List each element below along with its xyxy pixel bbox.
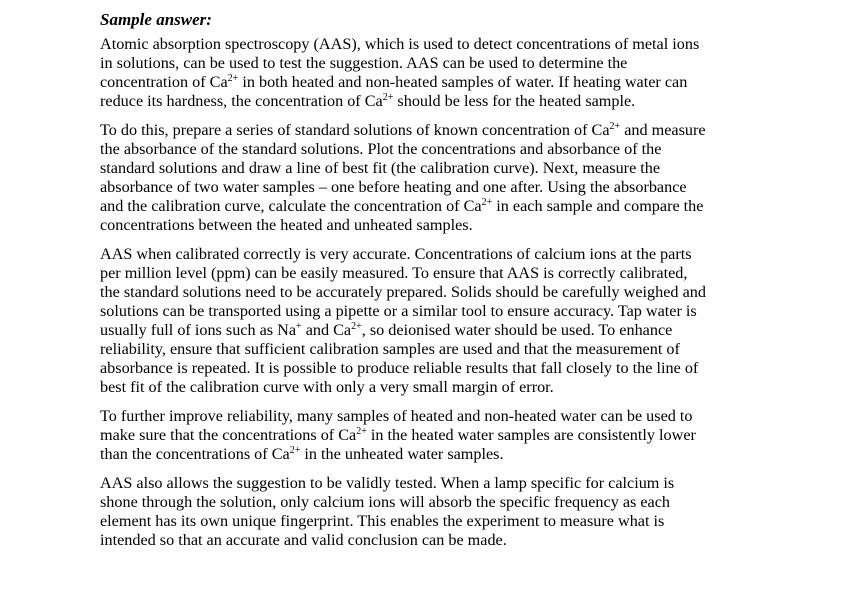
text-segment: and measure [620,121,706,139]
text-line [100,340,760,359]
text-line [100,216,760,235]
text-segment: and Ca [301,321,352,339]
text-line [100,359,760,378]
text-segment: reliability, ensure that sufficient calibration samples are used and that the measurement of [100,340,680,358]
text-segment: AAS also allows the suggestion to be validly tested. When a lamp specific for calcium is [100,474,675,492]
ion-charge-superscript: 2+ [351,321,362,332]
answer-body [100,35,760,550]
paragraph-2 [100,121,760,235]
text-segment: the standard solutions need to be accurately prepared. Solids should be carefully weighed and [100,283,706,301]
text-segment: To do this, prepare a series of standard solutions of known concentration of Ca [100,121,610,139]
text-line [100,159,760,178]
text-segment: make sure that the concentrations of Ca [100,426,357,444]
text-line [100,73,760,92]
ion-charge-superscript: 2+ [289,445,301,456]
text-line [100,426,760,445]
text-line [100,302,760,321]
text-line [100,493,760,512]
paragraph-1 [100,35,760,111]
text-segment: intended so that an accurate and valid conclusion can be made. [100,531,507,549]
text-segment: reduce its hardness, the concentration of Ca [100,92,383,110]
text-line [100,92,760,111]
text-line [100,407,760,426]
text-segment: solutions can be transported using a pipette or a similar tool to ensure accuracy. Tap water is [100,302,697,320]
sample-answer-heading: Sample answer: [100,10,212,29]
text-segment: AAS when calibrated correctly is very accurate. Concentrations of calcium ions at the parts [100,245,692,263]
ion-charge-superscript: 2+ [227,73,239,84]
text-line [100,54,760,73]
text-line [100,321,760,340]
text-line [100,474,760,493]
text-segment: in the unheated water samples. [300,445,504,463]
text-segment: Atomic absorption spectroscopy (AAS), which is used to detect concentrations of metal ions [100,35,700,53]
paragraph-4 [100,407,760,464]
text-line [100,245,760,264]
text-line [100,283,760,302]
text-segment: and the calibration curve, calculate the concentration of Ca [100,197,482,215]
text-segment: per million level (ppm) can be easily measured. To ensure that AAS is correctly calibrated, [100,264,688,282]
text-line [100,197,760,216]
document-page [100,10,760,560]
paragraph-5 [100,474,760,550]
ion-charge-superscript: 2+ [609,121,621,132]
text-segment: in solutions, can be used to test the suggestion. AAS can be used to determine the [100,54,628,72]
text-segment: absorbance is repeated. It is possible to produce reliable results that fall closely to the line of [100,359,699,377]
ion-charge-superscript: 2+ [382,92,394,103]
text-segment: best fit of the calibration curve with only a very small margin of error. [100,378,554,396]
paragraph-3 [100,245,760,397]
ion-charge-superscript: 2+ [481,197,493,208]
text-segment: usually full of ions such as Na [100,321,297,339]
text-line [100,445,760,464]
text-segment: concentration of Ca [100,73,228,91]
text-line [100,178,760,197]
text-segment: in each sample and compare the [492,197,704,215]
text-segment: than the concentrations of Ca [100,445,290,463]
text-segment: element has its own unique fingerprint. This enables the experiment to measure what is [100,512,665,530]
text-segment: , so deionised water should be used. To enhance [361,321,673,339]
text-segment: the absorbance of the standard solutions. Plot the concentrations and absorbance of the [100,140,662,158]
text-line [100,378,760,397]
ion-charge-superscript: 2+ [356,426,367,437]
ion-charge-superscript: + [296,321,302,332]
text-segment: absorbance of two water samples – one before heating and one after. Using the absorbance [100,178,687,196]
text-line [100,35,760,54]
text-segment: concentrations between the heated and unheated samples. [100,216,473,234]
text-segment: should be less for the heated sample. [393,92,636,110]
text-line [100,264,760,283]
text-segment: To further improve reliability, many samples of heated and non-heated water can be used to [100,407,693,425]
text-line [100,140,760,159]
text-segment: shone through the solution, only calcium ions will absorb the specific frequency as each [100,493,671,511]
text-segment: in the heated water samples are consistently lower [366,426,696,444]
text-segment: standard solutions and draw a line of best fit (the calibration curve). Next, measure the [100,159,661,177]
text-line [100,531,760,550]
text-line [100,512,760,531]
text-line [100,121,760,140]
text-segment: in both heated and non-heated samples of water. If heating water can [238,73,688,91]
